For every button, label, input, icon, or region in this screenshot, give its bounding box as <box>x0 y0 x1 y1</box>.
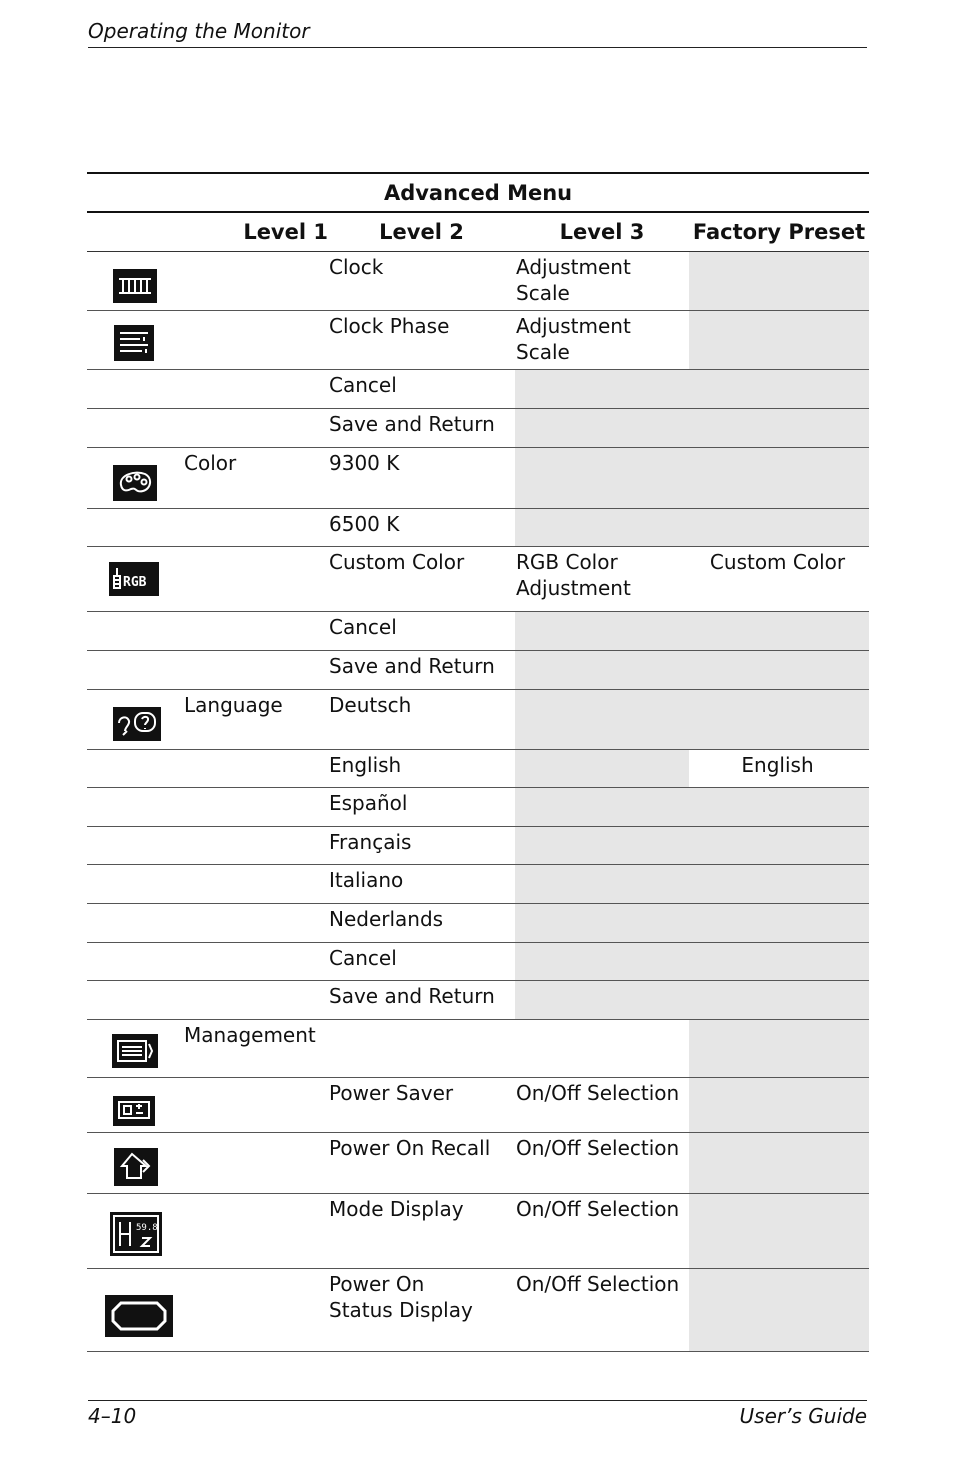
icon-cell <box>87 448 183 509</box>
table-row <box>87 1020 869 1078</box>
icon-cell <box>87 612 183 651</box>
level-1-cell <box>183 370 328 409</box>
icon-cell <box>87 547 183 612</box>
level-3-cell <box>515 904 689 943</box>
level-2-cell: Clock <box>328 252 515 311</box>
factory-preset-cell <box>689 1078 869 1133</box>
guide-title: User’s Guide <box>739 1404 867 1428</box>
level-3-cell <box>515 509 689 547</box>
table-row <box>87 690 869 750</box>
level-3-cell: On/Off Selection <box>515 1133 689 1194</box>
icon-cell <box>87 311 183 370</box>
icon-cell <box>87 1020 183 1078</box>
factory-preset-cell <box>689 409 869 448</box>
table-row <box>87 865 869 904</box>
level-3-cell <box>515 865 689 904</box>
factory-preset-cell <box>689 252 869 311</box>
header-level-1: Level 1 <box>183 212 328 252</box>
table-row <box>87 1078 869 1133</box>
clock-icon <box>113 269 157 303</box>
level-2-cell: 9300 K <box>328 448 515 509</box>
level-2-cell: Custom Color <box>328 547 515 612</box>
level-3-cell: On/Off Selection <box>515 1078 689 1133</box>
level-2-cell: Cancel <box>328 943 515 981</box>
level-2-cell: Français <box>328 827 515 865</box>
factory-preset-cell <box>689 788 869 827</box>
level-3-cell <box>515 612 689 651</box>
level-3-cell <box>515 1020 689 1078</box>
level-1-cell <box>183 750 328 788</box>
table-row <box>87 981 869 1020</box>
factory-preset-cell <box>689 865 869 904</box>
level-1-cell <box>183 981 328 1020</box>
factory-preset-cell <box>689 1269 869 1352</box>
level-2-cell: Save and Return <box>328 981 515 1020</box>
level-2-cell: Save and Return <box>328 409 515 448</box>
running-footer <box>88 1400 867 1428</box>
icon-cell <box>87 981 183 1020</box>
icon-cell <box>87 509 183 547</box>
level-2-cell: 6500 K <box>328 509 515 547</box>
level-1-cell: Color <box>183 448 328 509</box>
factory-preset-cell <box>689 1194 869 1269</box>
level-3-cell: Adjustment Scale <box>515 311 689 370</box>
factory-preset-cell <box>689 448 869 509</box>
level-3-cell: On/Off Selection <box>515 1269 689 1352</box>
factory-preset-cell <box>689 1020 869 1078</box>
icon-cell <box>87 252 183 311</box>
icon-cell <box>87 409 183 448</box>
table-title-row <box>87 173 869 212</box>
level-1-cell <box>183 612 328 651</box>
table-row <box>87 252 869 311</box>
level-2-cell: Power On Status Display <box>328 1269 515 1352</box>
icon-cell <box>87 651 183 690</box>
table-row <box>87 827 869 865</box>
level-2-cell: Power On Recall <box>328 1133 515 1194</box>
level-1-cell <box>183 1194 328 1269</box>
level-3-cell: On/Off Selection <box>515 1194 689 1269</box>
level-2-cell: Power Saver <box>328 1078 515 1133</box>
level-2-cell: Deutsch <box>328 690 515 750</box>
table-row <box>87 612 869 651</box>
factory-preset-cell <box>689 690 869 750</box>
table-row <box>87 788 869 827</box>
level-2-cell: Mode Display <box>328 1194 515 1269</box>
icon-cell <box>87 690 183 750</box>
table-row <box>87 904 869 943</box>
running-header-text: Operating the Monitor <box>88 19 310 43</box>
power-on-status-icon <box>105 1295 173 1337</box>
header-level-2: Level 2 <box>328 212 515 252</box>
level-3-cell: Adjustment Scale <box>515 252 689 311</box>
mode-display-hz-label: 59.8 <box>136 1223 158 1233</box>
table-row <box>87 1269 869 1352</box>
rgb-icon <box>109 562 159 596</box>
table-row <box>87 943 869 981</box>
icon-cell <box>87 1194 183 1269</box>
clock-phase-icon <box>114 325 154 361</box>
level-3-cell <box>515 943 689 981</box>
advanced-menu-table <box>87 172 869 1352</box>
management-icon <box>112 1034 158 1068</box>
level-3-cell <box>515 981 689 1020</box>
factory-preset-cell <box>689 370 869 409</box>
factory-preset-cell <box>689 509 869 547</box>
level-3-cell <box>515 448 689 509</box>
factory-preset-cell: Custom Color <box>689 547 869 612</box>
level-1-cell <box>183 651 328 690</box>
level-2-cell: Cancel <box>328 370 515 409</box>
factory-preset-cell <box>689 943 869 981</box>
level-2-cell: Español <box>328 788 515 827</box>
level-3-cell <box>515 788 689 827</box>
icon-cell <box>87 1078 183 1133</box>
level-1-cell <box>183 547 328 612</box>
level-1-cell <box>183 788 328 827</box>
table-row <box>87 409 869 448</box>
level-2-cell: Nederlands <box>328 904 515 943</box>
running-header <box>88 19 867 48</box>
table-row <box>87 1133 869 1194</box>
page-number: 4–10 <box>88 1404 137 1428</box>
icon-cell <box>87 1269 183 1352</box>
level-2-cell: Italiano <box>328 865 515 904</box>
level-1-cell: Management <box>183 1020 328 1078</box>
table-row <box>87 547 869 612</box>
factory-preset-cell <box>689 651 869 690</box>
level-1-cell <box>183 827 328 865</box>
icon-cell <box>87 750 183 788</box>
table-title: Advanced Menu <box>87 173 869 212</box>
level-3-cell <box>515 690 689 750</box>
language-icon <box>113 707 161 741</box>
factory-preset-cell <box>689 981 869 1020</box>
factory-preset-cell: English <box>689 750 869 788</box>
level-1-cell <box>183 1078 328 1133</box>
icon-cell <box>87 904 183 943</box>
level-1-cell: Language <box>183 690 328 750</box>
level-3-cell <box>515 827 689 865</box>
icon-cell <box>87 1133 183 1194</box>
icon-cell <box>87 865 183 904</box>
level-3-cell <box>515 750 689 788</box>
rgb-icon-label: RGB <box>123 575 147 590</box>
mode-display-icon <box>110 1212 162 1256</box>
level-1-cell <box>183 865 328 904</box>
level-1-cell <box>183 1133 328 1194</box>
factory-preset-cell <box>689 311 869 370</box>
header-icon-column <box>87 212 183 252</box>
level-3-cell: RGB Color Adjustment <box>515 547 689 612</box>
icon-cell <box>87 788 183 827</box>
table-row <box>87 509 869 547</box>
table-row <box>87 1194 869 1269</box>
factory-preset-cell <box>689 904 869 943</box>
power-on-recall-icon <box>114 1148 158 1186</box>
table-row <box>87 750 869 788</box>
icon-cell <box>87 827 183 865</box>
header-level-3: Level 3 <box>515 212 689 252</box>
table-row <box>87 448 869 509</box>
factory-preset-cell <box>689 612 869 651</box>
header-factory-preset: Factory Preset <box>689 212 869 252</box>
level-2-cell: English <box>328 750 515 788</box>
factory-preset-cell <box>689 1133 869 1194</box>
level-1-cell <box>183 904 328 943</box>
icon-cell <box>87 943 183 981</box>
level-2-cell: Cancel <box>328 612 515 651</box>
level-1-cell <box>183 311 328 370</box>
color-palette-icon <box>113 465 157 501</box>
level-2-cell: Clock Phase <box>328 311 515 370</box>
level-2-cell: Save and Return <box>328 651 515 690</box>
level-1-cell <box>183 1269 328 1352</box>
icon-cell <box>87 370 183 409</box>
level-3-cell <box>515 370 689 409</box>
power-saver-icon <box>113 1096 155 1126</box>
table-row <box>87 651 869 690</box>
level-1-cell <box>183 509 328 547</box>
level-1-cell <box>183 943 328 981</box>
level-3-cell <box>515 409 689 448</box>
table-row <box>87 311 869 370</box>
level-2-cell <box>328 1020 515 1078</box>
table-header-row <box>87 212 869 252</box>
level-3-cell <box>515 651 689 690</box>
level-1-cell <box>183 252 328 311</box>
table-row <box>87 370 869 409</box>
level-1-cell <box>183 409 328 448</box>
factory-preset-cell <box>689 827 869 865</box>
